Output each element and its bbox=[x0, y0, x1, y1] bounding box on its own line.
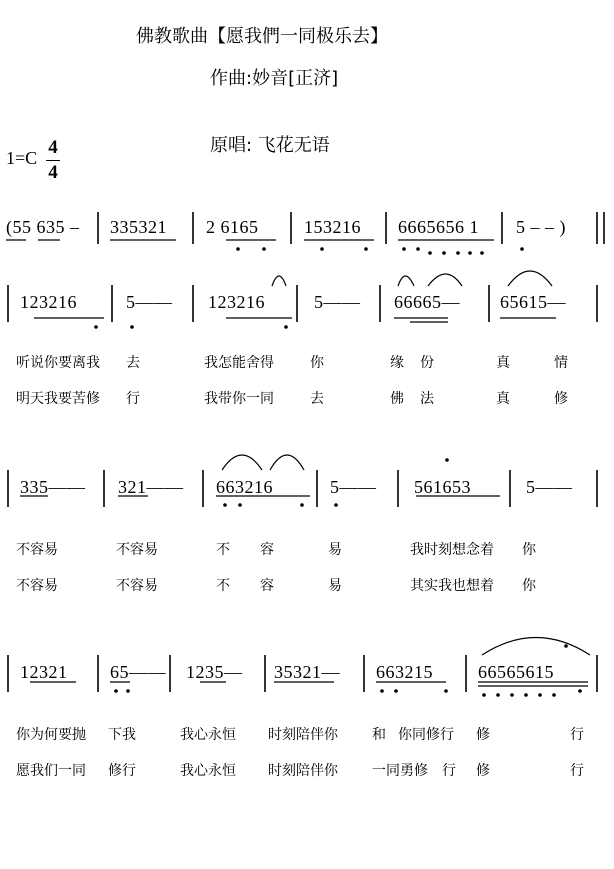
lyric-r2-l1-8: 情 bbox=[554, 355, 568, 371]
lyric-r3-l1-2: 不容易 bbox=[116, 542, 158, 558]
measure-r4-m3: 1235— bbox=[186, 662, 243, 682]
lyric-r2-l1-7: 真 bbox=[496, 355, 510, 371]
lyric-r3-l1-5: 易 bbox=[328, 542, 342, 558]
measure-r4-m6: 66565615 bbox=[478, 662, 554, 682]
measure-r3-m5: 561653 bbox=[414, 477, 471, 497]
lyric-r4-l1-5: 和 bbox=[372, 727, 386, 743]
measure-r4-m4: 35321— bbox=[274, 662, 340, 682]
lyric-r3-l1-6: 我时刻想念着 bbox=[410, 542, 494, 558]
measure-r2-m4: 5—— bbox=[314, 292, 361, 312]
measure-r1-m6: 5 – – ) bbox=[516, 217, 566, 237]
lyric-r4-l1-4: 时刻陪伴你 bbox=[268, 727, 338, 743]
measure-r1-m4: 153216 bbox=[304, 217, 361, 237]
measure-r2-m5: 66665— bbox=[394, 292, 460, 312]
lyric-r2-l1-3: 我怎能舍得 bbox=[204, 355, 274, 371]
lyric-r2-l2-5: 佛 bbox=[390, 391, 404, 407]
measure-r2-m3: 123216 bbox=[208, 292, 265, 312]
singer-credit: 原唱: 飞花无语 bbox=[210, 135, 330, 156]
measure-r4-m1: 12321 bbox=[20, 662, 68, 682]
lyric-r3-l2-7: 你 bbox=[522, 578, 536, 594]
measure-r1-m3: 2 6165 bbox=[206, 217, 259, 237]
lyric-r4-l2-2: 修行 bbox=[108, 763, 136, 779]
lyric-r2-l1-6: 份 bbox=[420, 355, 434, 371]
lyric-r2-l2-3: 我带你一同 bbox=[204, 391, 274, 407]
lyric-r3-l2-6: 其实我也想着 bbox=[410, 578, 494, 594]
measure-r4-m2: 65—— bbox=[110, 662, 166, 682]
lyric-r4-l1-7: 修 bbox=[476, 727, 490, 743]
song-title: 佛教歌曲【愿我們一同极乐去】 bbox=[136, 26, 388, 47]
lyric-r2-l2-4: 去 bbox=[310, 391, 324, 407]
measure-r4-m5: 663215 bbox=[376, 662, 433, 682]
lyric-r4-l1-6: 你同修行 bbox=[398, 727, 454, 743]
lyric-r3-l1-1: 不容易 bbox=[16, 542, 58, 558]
lyric-r2-l1-1: 听说你要离我 bbox=[16, 355, 100, 371]
composer-credit: 作曲:妙音[正济] bbox=[210, 68, 339, 89]
measure-r3-m2: 321—— bbox=[118, 477, 184, 497]
lyric-r3-l1-3: 不 bbox=[216, 542, 230, 558]
lyric-r2-l1-5: 缘 bbox=[390, 355, 404, 371]
measure-r1-m2: 335321 bbox=[110, 217, 167, 237]
lyric-r3-l1-7: 你 bbox=[522, 542, 536, 558]
key-signature: 1=C bbox=[6, 148, 38, 168]
time-signature-bottom: 4 bbox=[48, 162, 58, 183]
measure-r3-m4: 5—— bbox=[330, 477, 377, 497]
lyric-r4-l2-8: 行 bbox=[570, 763, 584, 779]
measure-r3-m6: 5—— bbox=[526, 477, 573, 497]
time-signature-top: 4 bbox=[48, 137, 58, 158]
lyric-r4-l1-8: 行 bbox=[570, 727, 584, 743]
measure-r3-m1: 335—— bbox=[20, 477, 86, 497]
lyric-r2-l2-1: 明天我要苦修 bbox=[16, 391, 100, 407]
lyric-r3-l2-5: 易 bbox=[328, 578, 342, 594]
lyric-r4-l2-7: 修 bbox=[476, 763, 490, 779]
lyric-r2-l2-6: 法 bbox=[420, 391, 434, 407]
lyric-r3-l1-4: 容 bbox=[260, 542, 274, 558]
lyric-r2-l1-4: 你 bbox=[310, 355, 324, 371]
lyric-r3-l2-4: 容 bbox=[260, 578, 274, 594]
lyric-r4-l1-2: 下我 bbox=[108, 727, 136, 743]
lyric-r4-l2-5: 一同勇修 bbox=[372, 763, 428, 779]
measure-r2-m6: 65615— bbox=[500, 292, 566, 312]
lyric-r2-l2-7: 真 bbox=[496, 391, 510, 407]
lyric-r4-l1-1: 你为何要抛 bbox=[16, 727, 86, 743]
lyric-r2-l2-8: 修 bbox=[554, 391, 568, 407]
lyric-r4-l2-3: 我心永恒 bbox=[180, 763, 236, 779]
measure-r1-m5: 6665656 1 bbox=[398, 217, 479, 237]
lyric-r3-l2-3: 不 bbox=[216, 578, 230, 594]
lyric-r4-l2-6: 行 bbox=[442, 763, 456, 779]
lyric-r4-l1-3: 我心永恒 bbox=[180, 727, 236, 743]
lyric-r2-l1-2: 去 bbox=[126, 355, 140, 371]
lyric-r4-l2-4: 时刻陪伴你 bbox=[268, 763, 338, 779]
measure-r2-m2: 5—— bbox=[126, 292, 173, 312]
measure-r3-m3: 663216 bbox=[216, 477, 273, 497]
measure-r2-m1: 123216 bbox=[20, 292, 77, 312]
measure-r1-m1: (55 635 – bbox=[6, 217, 80, 237]
lyric-r3-l2-1: 不容易 bbox=[16, 578, 58, 594]
lyric-r4-l2-1: 愿我们一同 bbox=[16, 763, 86, 779]
lyric-r2-l2-2: 行 bbox=[126, 391, 140, 407]
lyric-r3-l2-2: 不容易 bbox=[116, 578, 158, 594]
